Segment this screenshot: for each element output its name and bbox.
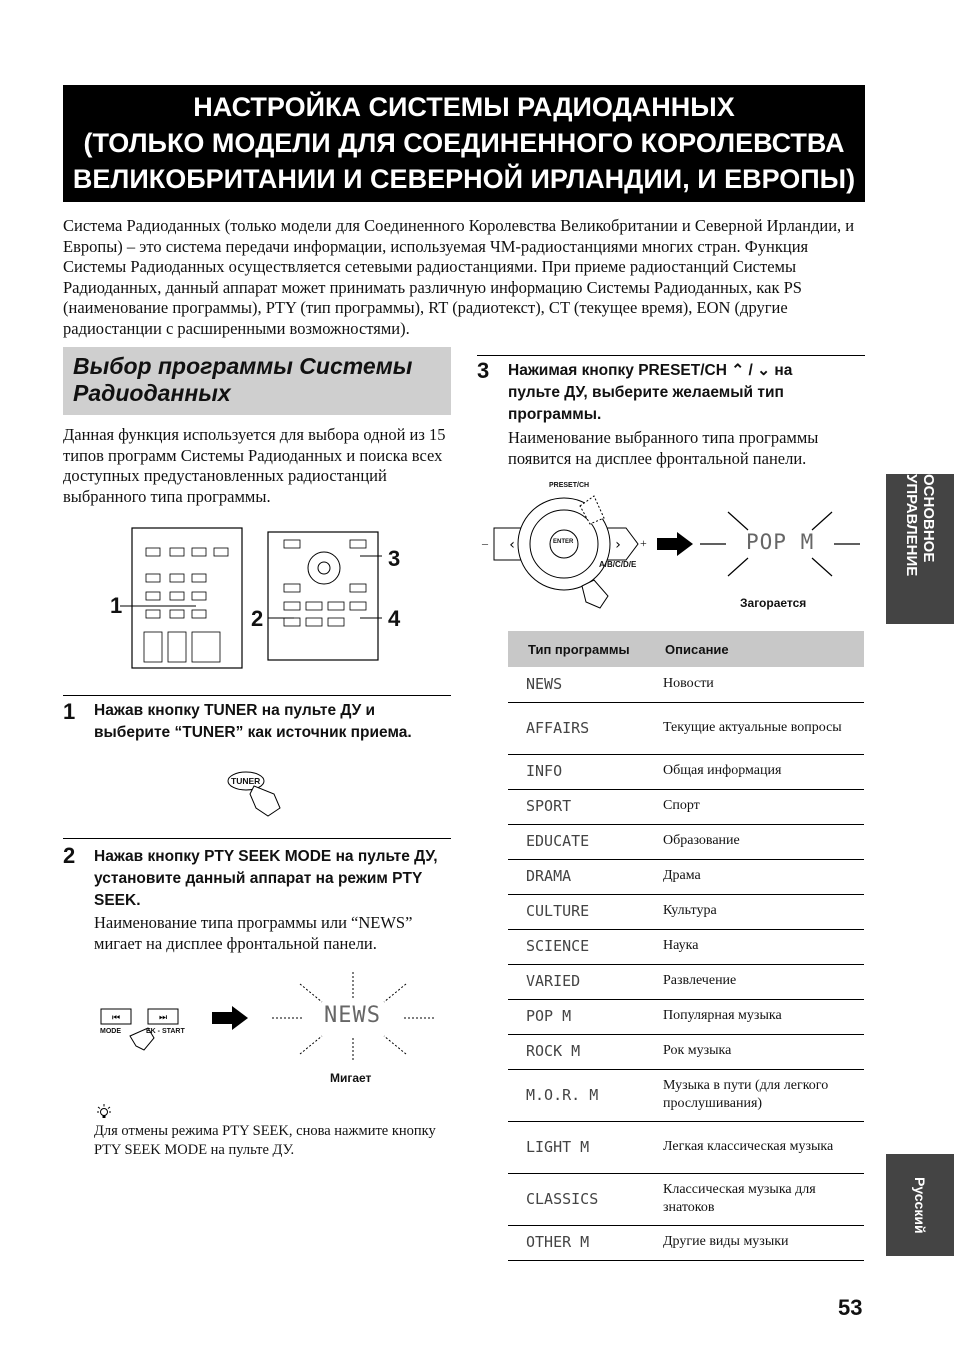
pty-desc: Рок музыка — [645, 1034, 864, 1069]
table-row — [508, 754, 864, 789]
pty-table — [508, 631, 864, 1261]
pty-code: CULTURE — [508, 894, 645, 929]
title-line-3: ВЕЛИКОБРИТАНИИ И СЕВЕРНОЙ ИРЛАНДИИ, И ЕВРОПЫ) — [72, 164, 856, 194]
table-row — [508, 1069, 864, 1121]
cursor-pad-illustration — [482, 490, 666, 612]
preset-label: PRESET/CH — [549, 482, 590, 489]
pty-code: SPORT — [508, 789, 645, 824]
step-3-title: Нажимая кнопку PRESET/CH ⌃ / ⌄ на пульте ДУ, выберите желаемый тип программы. — [508, 362, 793, 423]
page-title — [63, 85, 865, 202]
mode-label: MODE — [100, 1028, 121, 1035]
pty-desc: Общая информация — [645, 754, 864, 789]
step-2-number: 2 — [63, 843, 76, 868]
pty-desc: Наука — [645, 929, 864, 964]
pty-desc: Новости — [645, 667, 864, 702]
tuner-button-illustration — [226, 764, 286, 818]
enter-label: ENTER — [553, 539, 574, 545]
table-row — [508, 667, 864, 702]
table-row — [508, 1034, 864, 1069]
popm-display-text: POP M — [746, 530, 815, 554]
pty-code: M.O.R. M — [508, 1069, 645, 1121]
news-display — [270, 968, 436, 1064]
step-2-body: Наименование типа программы или “NEWS” мигает на дисплее фронтальной панели. — [94, 913, 413, 953]
table-row — [508, 1121, 864, 1173]
callout-1: 1 — [110, 593, 123, 618]
title-line-2: (ТОЛЬКО МОДЕЛИ ДЛЯ СОЕДИНЕННОГО КОРОЛЕВСТВА — [83, 128, 845, 158]
lightbulb-icon — [96, 1103, 112, 1119]
pty-desc: Драма — [645, 859, 864, 894]
table-row — [508, 929, 864, 964]
pty-desc: Классическая музыка для знатоков — [645, 1173, 864, 1225]
tip-text: Для отмены режима PTY SEEK, снова нажмите кнопку PTY SEEK MODE на пульте ДУ. — [94, 1123, 436, 1158]
pty-code: SCIENCE — [508, 929, 645, 964]
side-tab-section-label: ОСНОВНОЕ УПРАВЛЕНИЕ — [903, 474, 937, 577]
abcde-label: A/B/C/D/E — [599, 560, 637, 569]
remote-control-drawing — [100, 520, 420, 670]
pty-desc: Музыка в пути (для легкого прослушивания) — [645, 1069, 864, 1121]
section-heading: Выбор программы Системы Радиоданных — [63, 347, 451, 415]
callout-3: 3 — [388, 546, 401, 571]
table-header-type: Тип программы — [508, 631, 645, 667]
table-row — [508, 789, 864, 824]
step-2-title: Нажав кнопку PTY SEEK MODE на пульте ДУ, установите данный аппарат на режим PTY SEEK. — [94, 848, 438, 909]
page-number: 53 — [838, 1295, 863, 1320]
svg-text:‹: ‹ — [509, 537, 515, 553]
table-row — [508, 1225, 864, 1260]
step-3-body: Наименование выбранного типа программы появится на дисплее фронтальной панели. — [508, 428, 819, 468]
lights-label: Загорается — [740, 596, 807, 610]
step-2-rule — [63, 838, 451, 839]
step-1-title: Нажав кнопку TUNER на пульте ДУ и выберите “TUNER” как источник приема. — [94, 702, 412, 741]
step-1-rule — [63, 695, 451, 696]
pty-desc: Образование — [645, 824, 864, 859]
callout-4: 4 — [388, 606, 401, 631]
side-tab-language — [886, 1154, 954, 1256]
news-display-text: NEWS — [324, 1003, 381, 1028]
arrow-right-icon-2 — [657, 532, 693, 556]
table-row — [508, 824, 864, 859]
pty-desc: Легкая классическая музыка — [645, 1121, 864, 1173]
step-3-number: 3 — [477, 358, 490, 383]
table-row — [508, 964, 864, 999]
remote-illustration — [100, 520, 420, 670]
pty-code: CLASSICS — [508, 1173, 645, 1225]
arrow-right-icon — [212, 1006, 248, 1030]
table-row — [508, 1173, 864, 1225]
table-header-desc: Описание — [645, 631, 864, 667]
hand-pressing-icon — [226, 764, 286, 818]
table-row — [508, 859, 864, 894]
step-3-rule — [477, 355, 865, 356]
svg-text:›: › — [615, 537, 621, 553]
side-tab-language-label: Русский — [912, 1176, 928, 1234]
pty-code: EDUCATE — [508, 824, 645, 859]
section-description: Данная функция используется для выбора одной из 15 типов программ Системы Радиоданных и поиска всех доступных предустановленных радиостанций выбранного типа программы. — [63, 425, 446, 506]
pty-code: DRAMA — [508, 859, 645, 894]
pty-code: POP M — [508, 999, 645, 1034]
table-row — [508, 702, 864, 754]
pty-code: OTHER M — [508, 1225, 645, 1260]
pty-code: LIGHT M — [508, 1121, 645, 1173]
table-row — [508, 894, 864, 929]
intro-paragraph: Система Радиоданных (только модели для Соединенного Королевства Великобритании и Северной Ирландии, и Европы) – это система передачи информации, используемая ЧМ-радиостанциями многих стран. Функция Системы Радиоданных осуществляется сетевыми радиостанциями. При приеме радиостанций Системы Радиоданных, данный аппарат может принимать различную информацию Системы Радиоданных, как PS (наименование программы), PTY (тип программы), RT (радиотекст), CT (текущее время), EON (другие радиостанции с расширенными возможностями). — [63, 216, 855, 338]
blink-label: Мигает — [330, 1071, 372, 1085]
pty-code: VARIED — [508, 964, 645, 999]
pty-code: INFO — [508, 754, 645, 789]
title-line-1: НАСТРОЙКА СИСТЕМЫ РАДИОДАННЫХ — [193, 92, 735, 122]
cursor-pad-drawing — [482, 490, 666, 612]
svg-text:⏮: ⏮ — [111, 1013, 121, 1023]
pty-code: ROCK M — [508, 1034, 645, 1069]
pty-code: NEWS — [508, 667, 645, 702]
callout-2: 2 — [251, 606, 264, 631]
svg-text:⏭: ⏭ — [158, 1013, 168, 1023]
pty-code: AFFAIRS — [508, 702, 645, 754]
pty-desc: Текущие актуальные вопросы — [645, 702, 864, 754]
pty-desc: Культура — [645, 894, 864, 929]
tuner-button-label: TUNER — [231, 776, 261, 786]
side-tab-section — [886, 474, 954, 624]
pty-table-wrapper — [508, 631, 864, 1261]
popm-display — [698, 506, 862, 582]
pty-desc: Спорт — [645, 789, 864, 824]
step-1-number: 1 — [63, 699, 76, 724]
minus-label: – — [482, 536, 488, 550]
pty-desc: Развлечение — [645, 964, 864, 999]
pty-desc: Другие виды музыки — [645, 1225, 864, 1260]
table-row — [508, 999, 864, 1034]
start-label: EK - START — [146, 1028, 185, 1035]
plus-label: + — [640, 536, 647, 550]
pty-desc: Популярная музыка — [645, 999, 864, 1034]
